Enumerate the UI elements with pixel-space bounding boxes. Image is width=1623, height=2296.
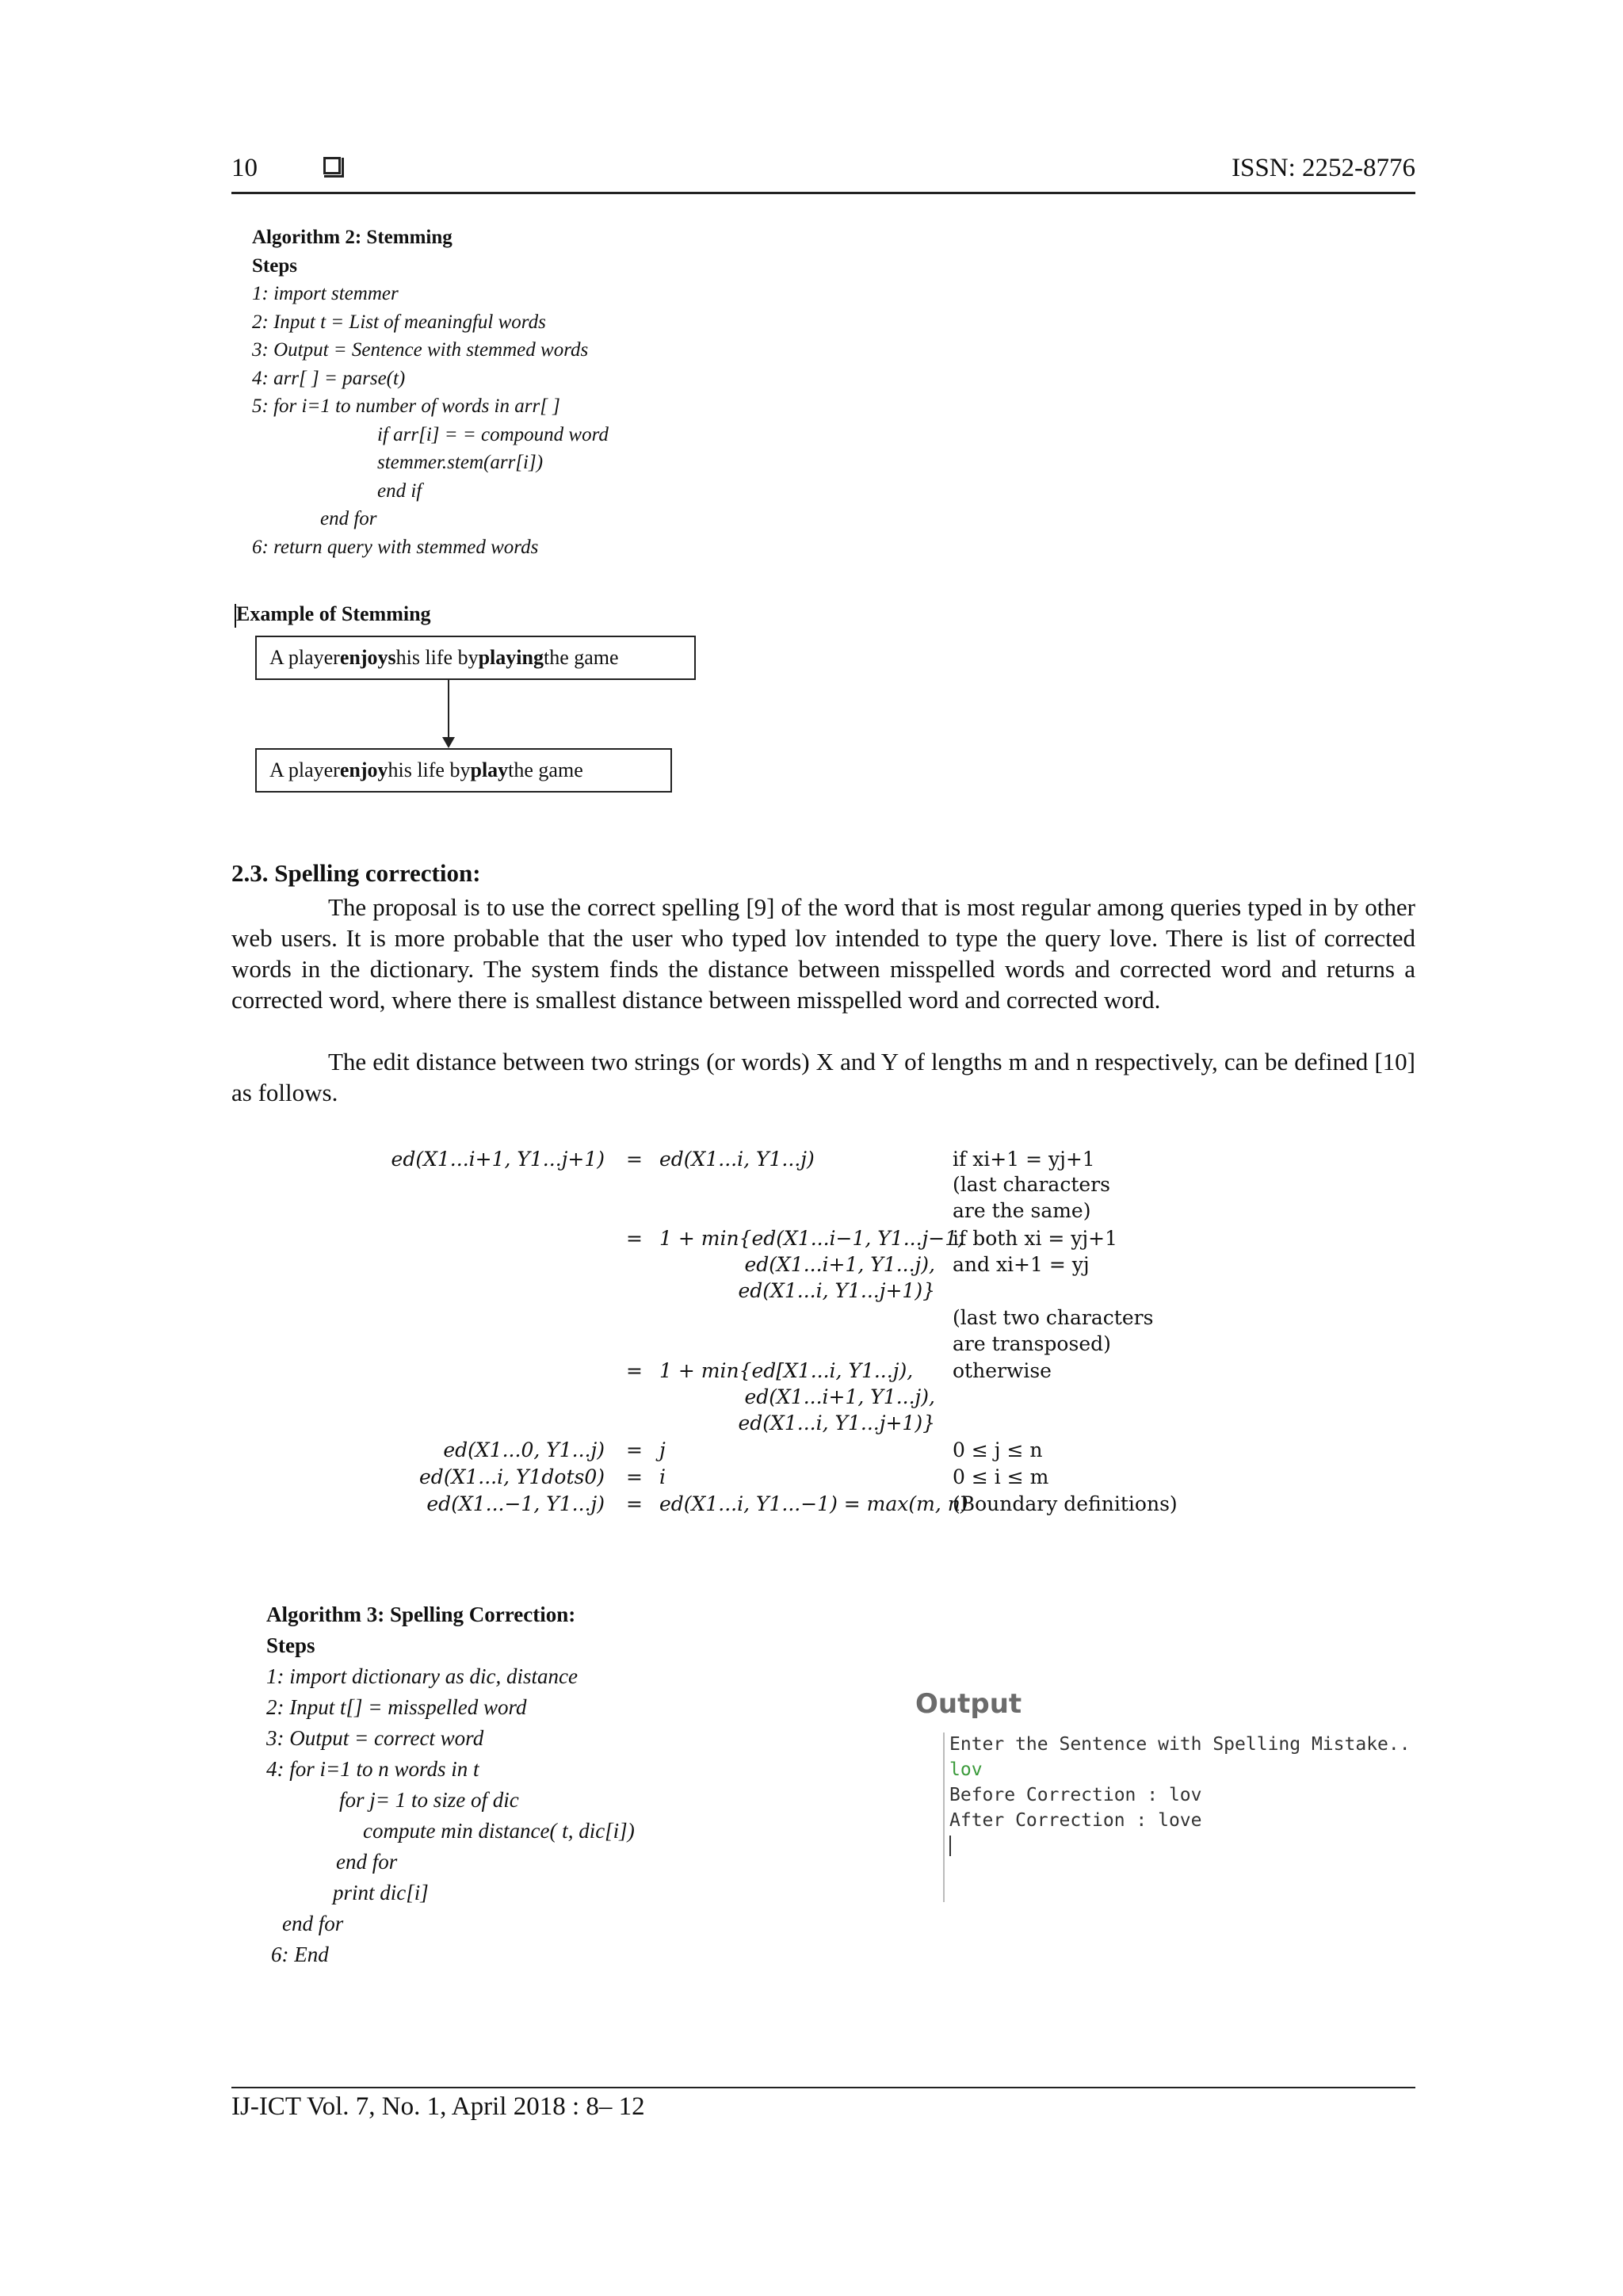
square-icon <box>323 157 341 174</box>
eq-cond: (last two characters <box>953 1306 1154 1329</box>
page-number: 10 <box>231 154 258 182</box>
algorithm-2-line: 2: Input t = List of meaningful words <box>252 311 546 333</box>
algorithm-3-title: Algorithm 3: Spelling Correction: <box>266 1603 576 1626</box>
eq-sign: = <box>626 1227 643 1250</box>
eq-sign: = <box>626 1359 643 1382</box>
eq-sign: = <box>626 1492 643 1515</box>
eq-cond: 0 ≤ i ≤ m <box>953 1465 1049 1488</box>
algorithm-3-line: 2: Input t[] = misspelled word <box>266 1695 527 1719</box>
algorithm-3-line: 6: End <box>271 1943 329 1966</box>
box-text: the game <box>508 758 583 781</box>
eq-lhs: ed(X1...0, Y1...j) <box>443 1438 605 1461</box>
algorithm-2-line: 6: return query with stemmed words <box>252 536 539 558</box>
header-rule <box>231 192 1415 194</box>
box-text: A player <box>269 646 340 669</box>
box-bold-word: enjoy <box>339 758 388 781</box>
eq-cond: (Boundary definitions) <box>953 1492 1178 1515</box>
algorithm-2-line: 5: for i=1 to number of words in arr[ ] <box>252 395 560 417</box>
eq-rhs: i <box>659 1465 666 1488</box>
footer-rule <box>231 2087 1415 2088</box>
box-text: his life by <box>395 646 479 669</box>
eq-rhs: ed(X1...i+1, Y1...j), <box>744 1385 935 1408</box>
algorithm-2 <box>252 223 609 561</box>
algorithm-2-line: if arr[i] = = compound word <box>377 423 609 445</box>
console-divider <box>943 1733 945 1902</box>
eq-cond: are transposed) <box>953 1332 1111 1355</box>
algorithm-2-line: stemmer.stem(arr[i]) <box>377 452 544 473</box>
example-title: Example of Stemming <box>236 602 431 625</box>
paragraph: The edit distance between two strings (or words) X and Y of lengths m and n respectively, can be defined [10] as follows. <box>231 1048 1415 1106</box>
example-box-stemmed <box>255 748 672 793</box>
eq-cond: otherwise <box>953 1359 1052 1382</box>
algorithm-3-line: end for <box>282 1912 344 1935</box>
eq-rhs: j <box>659 1438 666 1461</box>
issn: ISSN: 2252-8776 <box>1232 154 1415 182</box>
console-cursor <box>949 1836 951 1856</box>
arrow-down-line <box>448 680 449 740</box>
console-line: Enter the Sentence with Spelling Mistake.. <box>949 1734 1411 1755</box>
arrow-down-icon <box>442 737 455 748</box>
console-line: Before Correction : lov <box>949 1785 1202 1805</box>
eq-sign: = <box>626 1438 643 1461</box>
eq-rhs: 1 + min{ed[X1...i, Y1...j), <box>659 1359 914 1382</box>
console-input-line: lov <box>949 1759 983 1780</box>
eq-cond: if both xi = yj+1 <box>953 1227 1118 1250</box>
box-bold-word: play <box>470 758 509 781</box>
eq-lhs: ed(X1...i+1, Y1...j+1) <box>391 1148 605 1171</box>
eq-rhs: ed(X1...i, Y1...j+1)} <box>738 1279 935 1302</box>
algorithm-3-line: 3: Output = correct word <box>266 1726 484 1750</box>
eq-cond: if xi+1 = yj+1 <box>953 1148 1095 1171</box>
eq-lhs: ed(X1...−1, Y1...j) <box>426 1492 605 1515</box>
algorithm-3-line: print dic[i] <box>333 1881 429 1904</box>
algorithm-2-line: end for <box>320 508 377 529</box>
box-text: the game <box>543 646 619 669</box>
algorithm-2-title: Algorithm 2: Stemming <box>252 227 453 248</box>
algorithm-2-line: 4: arr[ ] = parse(t) <box>252 367 406 389</box>
algorithm-2-line: 1: import stemmer <box>252 283 399 304</box>
box-bold-word: playing <box>478 646 544 669</box>
eq-rhs: ed(X1...i, Y1...−1) = max(m, n) <box>659 1492 968 1515</box>
eq-sign: = <box>626 1465 643 1488</box>
algorithm-3-line: end for <box>336 1850 398 1874</box>
eq-cond: and xi+1 = yj <box>953 1253 1090 1276</box>
box-text: his life by <box>388 758 471 781</box>
eq-rhs: ed(X1...i+1, Y1...j), <box>744 1253 935 1276</box>
eq-cond: 0 ≤ j ≤ n <box>953 1438 1043 1461</box>
algorithm-3-line: for j= 1 to size of dic <box>339 1788 519 1812</box>
algorithm-3-line: 4: for i=1 to n words in t <box>266 1757 479 1781</box>
algorithm-2-steps-label: Steps <box>252 254 297 277</box>
algorithm-2-line: end if <box>377 479 422 502</box>
box-bold-word: enjoys <box>339 646 396 669</box>
paragraph: The proposal is to use the correct spelling [9] of the word that is most regular among queries typed in by other web users. It is more probable that the user who typed lov intended to type the query love. There is list of corrected words in the dictionary. The system finds the distance between misspelled words and corrected word and returns a corrected word, where there is smallest distance between misspelled word and corrected word. <box>231 893 1415 1014</box>
algorithm-3-steps-label: Steps <box>266 1633 315 1657</box>
eq-rhs: ed(X1...i, Y1...j+1)} <box>738 1412 935 1435</box>
footer-citation: IJ-ICT Vol. 7, No. 1, April 2018 : 8– 12 <box>231 2092 645 2121</box>
console-line: After Correction : love <box>949 1810 1202 1831</box>
algorithm-3-line: compute min distance( t, dic[i]) <box>363 1819 635 1843</box>
algorithm-3 <box>266 1599 635 1970</box>
algorithm-3-line: 1: import dictionary as dic, distance <box>266 1664 578 1688</box>
eq-sign: = <box>626 1148 643 1171</box>
eq-rhs: 1 + min{ed(X1...i−1, Y1...j−1, <box>659 1227 964 1250</box>
box-text: A player <box>269 758 340 781</box>
algorithm-2-line: 3: Output = Sentence with stemmed words <box>252 339 589 361</box>
example-box-original <box>255 636 696 680</box>
eq-lhs: ed(X1...i, Y1dots0) <box>419 1465 605 1488</box>
eq-cond: (last characters <box>953 1173 1110 1196</box>
output-title: Output <box>915 1688 1022 1720</box>
eq-cond: are the same) <box>953 1199 1091 1222</box>
eq-rhs: ed(X1...i, Y1...j) <box>659 1148 815 1171</box>
section-title: 2.3. Spelling correction: <box>231 859 481 887</box>
